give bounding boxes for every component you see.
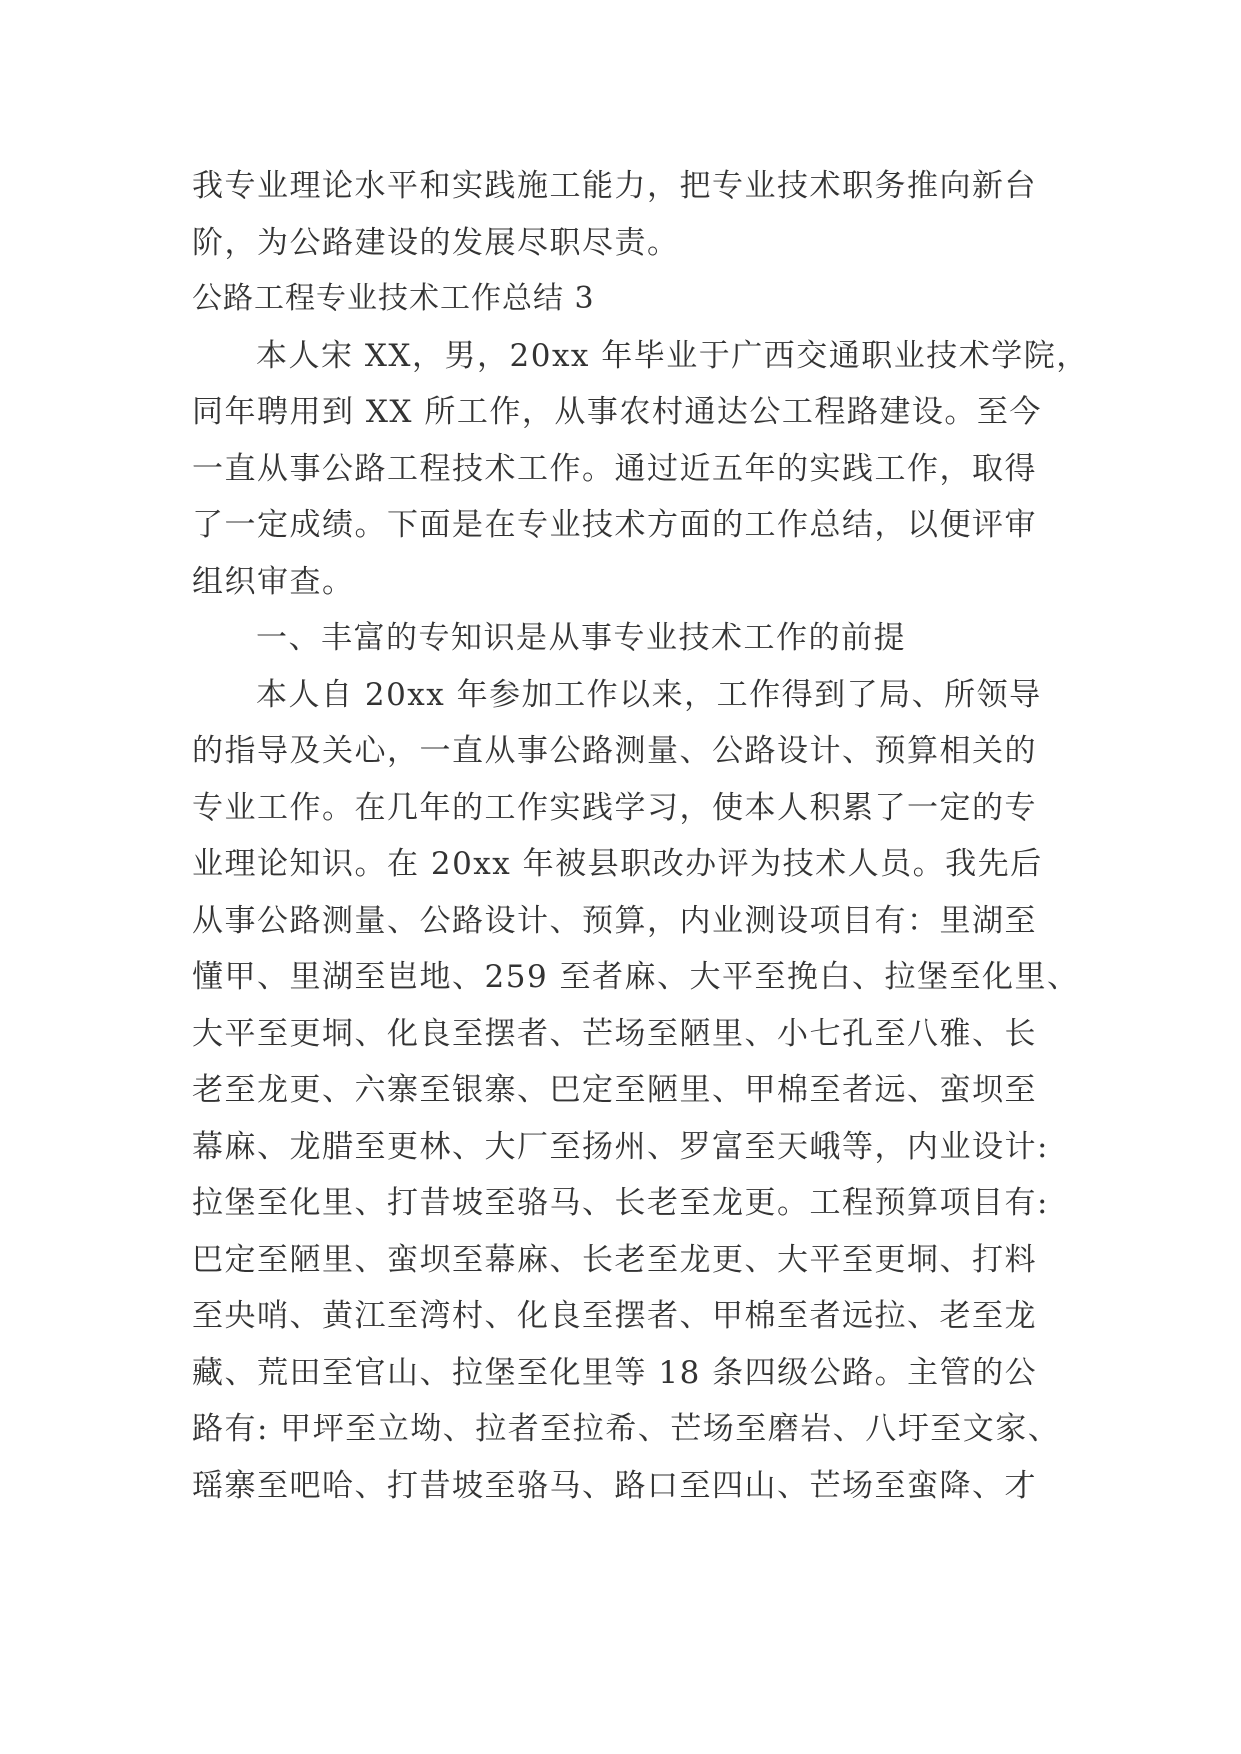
text-line: 瑶寨至吧哈、打昔坡至骆马、路口至四山、芒场至蛮降、才 xyxy=(192,1467,1037,1504)
text-line: 专业工作。在几年的工作实践学习，使本人积累了一定的专 xyxy=(192,789,1037,826)
text-line: 路有: 甲坪至立坳、拉者至拉希、芒场至磨岩、八圩至文家、 xyxy=(192,1411,1061,1447)
text-line: 了一定成绩。下面是在专业技术方面的工作总结，以便评审 xyxy=(192,507,1037,543)
text-line: 懂甲、里湖至岜地、259 至者麻、大平至挽白、拉堡至化里、 xyxy=(192,959,1080,995)
text-line: 一直从事公路工程技术工作。通过近五年的实践工作，取得 xyxy=(192,450,1037,487)
text-line: 幕麻、龙腊至更林、大厂至扬州、罗富至天峨等，内业设计: xyxy=(192,1128,1049,1165)
text-line: 我专业理论水平和实践施工能力，把专业技术职务推向新台 xyxy=(192,168,1037,204)
document-body xyxy=(192,158,1089,1514)
text-line: 的指导及关心，一直从事公路测量、公路设计、预算相关的 xyxy=(192,733,1037,769)
text-line: 大平至更垌、化良至摆者、芒场至陋里、小七孔至八雅、长 xyxy=(192,1015,1037,1052)
text-line: 拉堡至化里、打昔坡至骆马、长老至龙更。工程预算项目有: xyxy=(192,1185,1049,1221)
paragraph-first-line: 本人宋 XX，男，20xx 年毕业于广西交通职业技术学院， xyxy=(256,337,1089,374)
text-line: 至央哨、黄江至湾村、化良至摆者、甲棉至者远拉、老至龙 xyxy=(192,1298,1037,1334)
section-title: 公路工程专业技术工作总结 3 xyxy=(192,281,595,316)
text-line: 阶，为公路建设的发展尽职尽责。 xyxy=(192,224,680,261)
paragraph-first-line: 本人自 20xx 年参加工作以来，工作得到了局、所领导 xyxy=(256,676,1042,713)
text-line: 巴定至陋里、蛮坝至幕麻、长老至龙更、大平至更垌、打料 xyxy=(192,1241,1037,1278)
text-line: 组织审查。 xyxy=(192,563,355,600)
text-line: 藏、荒田至官山、拉堡至化里等 18 条四级公路。主管的公 xyxy=(192,1354,1038,1391)
subheading: 一、丰富的专知识是从事专业技术工作的前提 xyxy=(256,620,906,656)
text-line: 老至龙更、六寨至银寨、巴定至陋里、甲棉至者远、蛮坝至 xyxy=(192,1072,1037,1108)
text-line: 从事公路测量、公路设计、预算，内业测设项目有：里湖至 xyxy=(192,902,1037,939)
text-line: 同年聘用到 XX 所工作，从事农村通达公工程路建设。至今 xyxy=(192,394,1042,430)
text-line: 业理论知识。在 20xx 年被县职改办评为技术人员。我先后 xyxy=(192,846,1043,882)
